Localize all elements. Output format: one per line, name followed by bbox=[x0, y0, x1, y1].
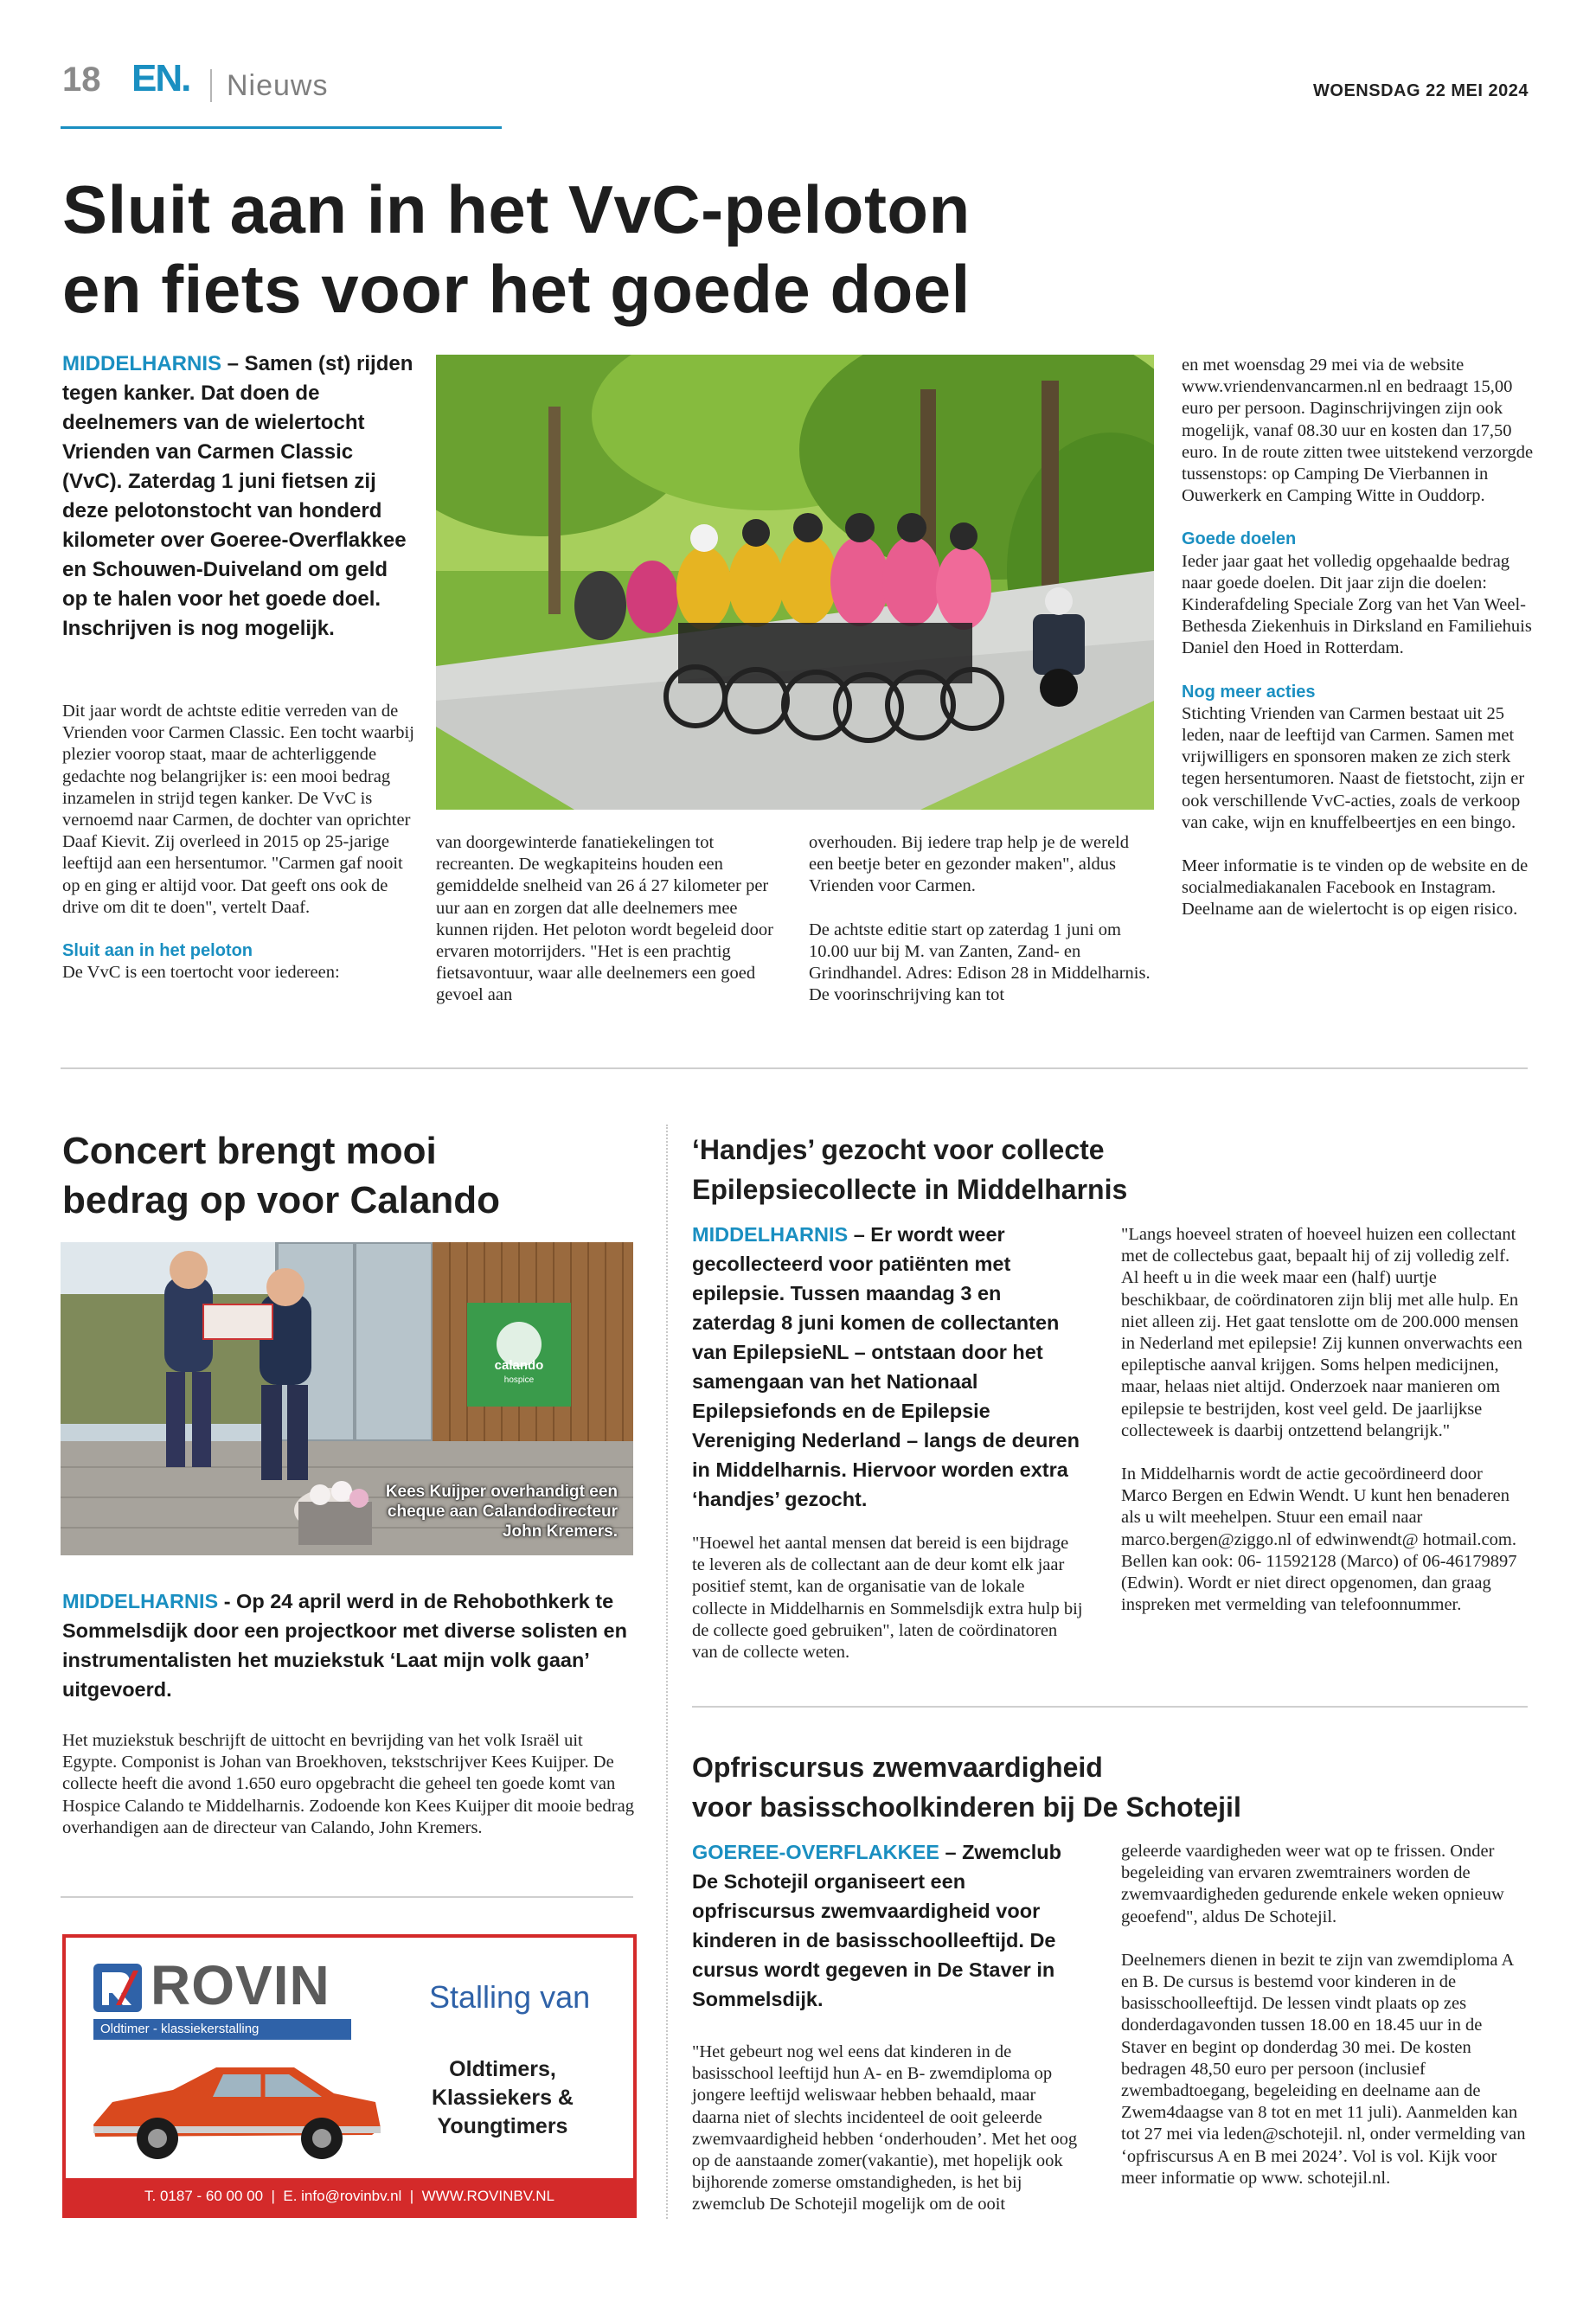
ad-top-divider bbox=[61, 1896, 633, 1898]
rovin-headline: Stalling van bbox=[429, 1979, 591, 2015]
rovin-ad[interactable] bbox=[62, 1934, 637, 2218]
calando-photo bbox=[61, 1242, 633, 1555]
article1-col4-p1: en met woensdag 29 mei via de website www.vriendenvancarmen.nl en bedraagt 15,00 euro per persoon. Daginschrijvingen zijn ook mogelijk, vanaf 08.30 uur en kosten dan 17,50 euro. In de route zitten twee uitstekend verzorgde tussenstops: op Camping De Vierbannen in Ouwerkerk en Camping Witte in Ouddorp. bbox=[1182, 356, 1534, 506]
article3-headline bbox=[692, 1130, 1522, 1209]
article4-lead bbox=[692, 1837, 1090, 2014]
article1-col3-p1: overhouden. Bij iedere trap help je de wereld een beetje beter en gezonder maken", aldus Vrienden voor Carmen. bbox=[809, 833, 1129, 896]
article1-col3-p2: De achtste editie start op zaterdag 1 juni om 10.00 uur bij M. van Zanten, Zand- en Grindhandel. Adres: Edison 28 in Middelharnis. De voorinschrijving kan tot bbox=[809, 920, 1151, 1005]
article2-headline bbox=[62, 1126, 651, 1225]
article4-col2 bbox=[1121, 1841, 1528, 2189]
article3-col2-p2: In Middelharnis wordt de actie gecoördineerd door Marco Bergen en Edwin Wendt. U kunt hen benaderen als u wilt meehelpen. Stuur een email naar marco.bergen@ziggo.nl of edwinwendt@ hotmail.com. Bellen kan ook: 06- 11592128 (Marco) of 06-46179897 (Edwin). Wordt er niet direct opgenomen, dan graag inspreken met vermelding van telefoonnummer. bbox=[1121, 1465, 1517, 1615]
article2-headline-line1: Concert brengt mooi bbox=[62, 1130, 437, 1172]
section-label: Nieuws bbox=[227, 69, 329, 102]
article3-col2 bbox=[1121, 1224, 1528, 1616]
article1-headline bbox=[62, 170, 1100, 329]
article3-col1 bbox=[692, 1533, 1083, 1663]
rovin-sub-line1: Oldtimers, bbox=[449, 2057, 556, 2081]
calando-sign-subtext: hospice bbox=[503, 1375, 535, 1385]
rovin-sub bbox=[394, 2055, 611, 2141]
article1-sub-doelen: Goede doelen bbox=[1182, 529, 1297, 549]
article2-body bbox=[62, 1730, 638, 1839]
rovin-sub-line2: Klassiekers & bbox=[431, 2086, 574, 2110]
article3-headline-line2: Epilepsiecollecte in Middelharnis bbox=[692, 1174, 1128, 1205]
header-divider bbox=[210, 69, 212, 102]
article1-col3 bbox=[809, 832, 1155, 1006]
rovin-logo-icon bbox=[93, 1964, 142, 2012]
issue-date: WOENSDAG 22 MEI 2024 bbox=[1313, 81, 1529, 100]
article2-p1: Het muziekstuk beschrijft de uittocht en bevrijding van het volk Israël uit Egypte. Componist is Johan van Broekhoven, tekstschrijver Kees Kuijper. De collecte heeft die avond 1.650 euro opgebracht die geheel ten goede komt van Hospice Calando te Middelharnis. Zodoende kon Kees Kuijper dit mooie bedrag overhandigen aan de directeur van Calando, John Kremers. bbox=[62, 1731, 634, 1837]
page-number: 18 bbox=[62, 61, 101, 99]
article1-sub-acties: Nog meer acties bbox=[1182, 682, 1316, 702]
brand-logo: EN. bbox=[131, 57, 190, 99]
article2-lead-text: - Op 24 april werd in de Rehobothkerk te Sommelsdijk door een projectkoor met diverse solisten en instrumentalisten het muziekstuk ‘Laat mijn volk gaan’ uitgevoerd. bbox=[62, 1590, 627, 1701]
article1-col1-p2: De VvC is een toertocht voor iedereen: bbox=[62, 963, 340, 983]
article4-lead-place: GOEREE-OVERFLAKKEE bbox=[692, 1841, 939, 1863]
article3-col2-p1: "Langs hoeveel straten of hoeveel huizen een collectant met de collectebus gaat, bepaalt hij of zij volledig zelf. Al heeft u in die week maar een (half) uurtje beschikbaar, de coördinatoren zijn blij met alle hulp. En niet alleen zij. Het gaat tenslotte om de 200.000 mensen in Nederland met epilepsie! Zij kunnen onverwachts een epileptische aanval krijgen. Soms helpen medicijnen, maar, helaas niet altijd. Onderzoek naar manieren om epilepsie te bestrijden, kost veel geld. De jaarlijkse collecteweek is daarbij ontzettend belangrijk." bbox=[1121, 1225, 1522, 1440]
article3-lead-text: – Er wordt weer gecollecteerd voor patiënten met epilepsie. Tussen maandag 3 en zaterdag 8 juni komen de collectanten van EpilepsieNL – ontstaan door het samengaan van het Nationaal Epilepsiefonds en de Epilepsie Vereniging Nederland – langs de deuren in Middelharnis. Hiervoor worden extra ‘handjes’ gezocht. bbox=[692, 1223, 1080, 1510]
article1-col1 bbox=[62, 701, 417, 984]
rovin-footer[interactable]: T. 0187 - 60 00 00 | E. info@rovinbv.nl | WWW.ROVINBV.NL bbox=[66, 2178, 633, 2214]
car-illustration bbox=[78, 2048, 389, 2170]
article4-col1-p1: "Het gebeurt nog wel eens dat kinderen in de basisschool leeftijd hun A- en B- zwemdiploma op jongere leeftijd weliswaar hebben behaald, maar daarna niet of slechts incidenteel de ooit geleerde zwemvaardigheid hebben ‘onderhouden’. Met het oog op de aanstaande zomer(vakantie), met hopelijk ook bijhorende zomerse omstandigheden, is het bij zwemclub De Schotejil mogelijk om de ooit bbox=[692, 2042, 1078, 2214]
article1-lead bbox=[62, 349, 415, 644]
article4-headline-line2: voor basisschoolkinderen bij De Schotejil bbox=[692, 1791, 1241, 1823]
rovin-logo-mark bbox=[93, 1964, 142, 2012]
calando-sign-text: calando bbox=[494, 1358, 544, 1373]
header-underline bbox=[61, 126, 502, 129]
article3-lead bbox=[692, 1220, 1090, 1514]
article1-col4-p3: Stichting Vrienden van Carmen bestaat uit 25 leden, naar de leeftijd van Carmen. Samen met vrijwilligers en sponsoren maken ze zich sterk tegen hersentumoren. Naast de fietstocht, zijn er ook verschillende VvC-acties, zoals de verkoop van cake, wijn en knuffelbeertjes en een bingo. bbox=[1182, 703, 1525, 832]
cyclists-illustration bbox=[436, 355, 1154, 810]
rovin-sub-line3: Youngtimers bbox=[437, 2114, 568, 2138]
section-divider-top bbox=[61, 1067, 1528, 1069]
article1-col1-p1: Dit jaar wordt de achtste editie verreden van de Vrienden voor Carmen Classic. Een tocht waarbij plezier voorop staat, maar de achterliggende gedachte nog belangrijker is: een mooi bedrag inzamelen in strijd tegen kanker. De VvC is vernoemd naar Carmen, de dochter van oprichter Daaf Kievit. Zij overleed in 2015 op 25-jarige leeftijd aan een hersentumor. "Carmen gaf nooit op en ging er altijd voor. Dat geeft ons ook de drive om dit te doen", vertelt Daaf. bbox=[62, 702, 414, 917]
article3-lead-place: MIDDELHARNIS bbox=[692, 1223, 849, 1246]
article1-col2 bbox=[436, 832, 780, 1007]
section-divider-right bbox=[692, 1706, 1528, 1708]
article4-lead-text: – Zwemclub De Schotejil organiseert een opfriscursus zwemvaardigheid voor kinderen in de basisschoolleeftijd. De cursus wordt gegeven in De Staver in Sommelsdijk. bbox=[692, 1841, 1061, 2010]
column-divider-dotted bbox=[666, 1125, 668, 2219]
article4-col1 bbox=[692, 2041, 1083, 2216]
article1-col2-p1: van doorgewinterde fanatiekelingen tot recreanten. De wegkapiteins houden een gemiddelde snelheid van 26 á 27 kilometer per uur aan en zorgen dat alle deelnemers mee kunnen rijden. Het peloton wordt begeleid door ervaren motorrijders. "Het is een prachtig fietsavontuur, waar alle deelnemers een goed gevoel aan bbox=[436, 833, 773, 1005]
cyclists-photo bbox=[436, 355, 1154, 810]
article1-col4-p2: Ieder jaar gaat het volledig opgehaalde bedrag naar goede doelen. Dit jaar zijn die doelen: Kinderafdeling Speciale Zorg van het Van Weel-Bethesda Ziekenhuis in Dirksland en Familiehuis Daniel den Hoed in Rotterdam. bbox=[1182, 551, 1532, 658]
rovin-tagline: Oldtimer - klassiekerstalling bbox=[93, 2019, 351, 2040]
rovin-brand: ROVIN bbox=[151, 1954, 330, 2016]
article2-headline-line2: bedrag op voor Calando bbox=[62, 1179, 501, 1221]
article4-headline bbox=[692, 1747, 1522, 1827]
article1-lead-place: MIDDELHARNIS bbox=[62, 352, 221, 375]
article3-headline-line1: ‘Handjes’ gezocht voor collecte bbox=[692, 1134, 1105, 1165]
article2-lead bbox=[62, 1586, 642, 1704]
article1-col4-p4: Meer informatie is te vinden op de website en de socialmediakanalen Facebook en Instagram. Deelname aan de wielertocht is op eigen risico. bbox=[1182, 856, 1529, 920]
article1-col4 bbox=[1182, 355, 1538, 921]
article4-col2-p1: geleerde vaardigheden weer wat op te frissen. Onder begeleiding van ervaren zwemtrainers worden de zwemvaardigheden gedurende enkele weken opnieuw geoefend", aldus De Schotejil. bbox=[1121, 1842, 1504, 1926]
article1-headline-line1: Sluit aan in het VvC-peloton bbox=[62, 171, 971, 247]
article4-headline-line1: Opfriscursus zwemvaardigheid bbox=[692, 1752, 1103, 1783]
article1-lead-text: – Samen (st) rijden tegen kanker. Dat doen de deelnemers van de wielertocht Vrienden van Carmen Classic (VvC). Zaterdag 1 juni fietsen zij deze pelotonstocht van honderd kilometer over Goeree-Overflakkee en Schouwen-Duiveland om geld op te halen voor het goede doel. Inschrijven is nog mogelijk. bbox=[62, 352, 413, 640]
article2-lead-place: MIDDELHARNIS bbox=[62, 1590, 219, 1612]
article4-col2-p2: Deelnemers dienen in bezit te zijn van zwemdiploma A en B. De cursus is bestemd voor kinderen in de basisschoolleeftijd. De lessen vindt plaats op zes donderdagavonden tussen 18.00 en 18.45 uur in de Staver en begint op donderdag 30 mei. De kosten bedragen 48,50 euro per persoon (inclusief zwembadtoegang, begeleiding en deelname aan de Zwem4daagse van 8 tot en met 11 juli). Aanmelden kan tot 27 mei via leden@schotejil. nl, onder vermelding van ‘opfriscursus A en B mei 2024’. Vol is vol. Kijk voor meer informatie op www. schotejil.nl. bbox=[1121, 1950, 1526, 2188]
calando-photo-caption: Kees Kuijper overhandigt een cheque aan Calandodirecteur John Kremers. bbox=[385, 1483, 618, 1541]
article3-col1-p1: "Hoewel het aantal mensen dat bereid is een bijdrage te leveren als de collectant aan de deur komt elk jaar positief stemt, kan de organisatie van de lokale collecte in Middelharnis en Sommelsdijk extra hulp bij de collecte goed gebruiken", laten de coördinatoren van de collecte weten. bbox=[692, 1534, 1083, 1663]
article1-sub-peloton: Sluit aan in het peloton bbox=[62, 941, 253, 961]
article1-headline-line2: en fiets voor het goede doel bbox=[62, 251, 971, 327]
